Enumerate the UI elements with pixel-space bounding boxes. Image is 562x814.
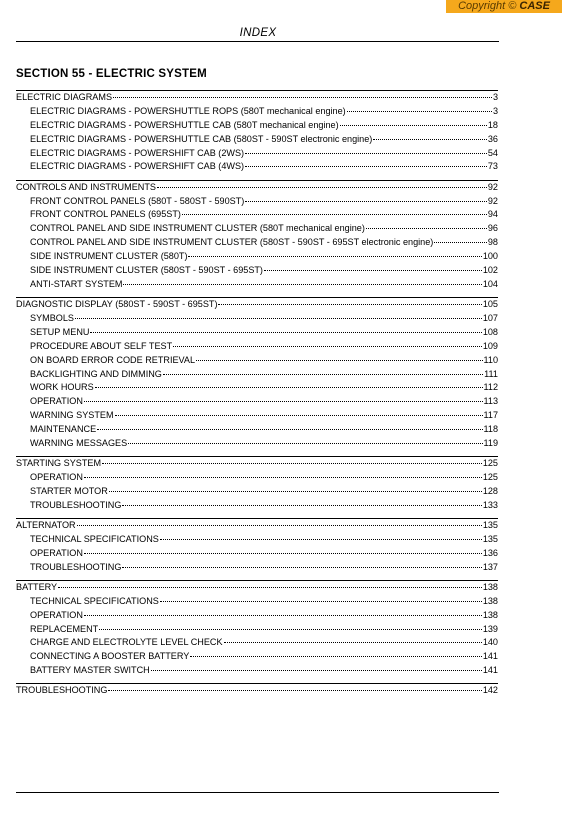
toc-page-number: 108 xyxy=(482,326,498,337)
toc-entry-title: ELECTRIC DIAGRAMS - POWERSHUTTLE CAB (580ST - 590ST electronic engine) xyxy=(30,133,373,144)
toc-subentry[interactable] xyxy=(16,147,498,161)
toc-entry[interactable] xyxy=(16,519,498,533)
toc-page-number: 105 xyxy=(482,299,498,310)
toc-subentry[interactable] xyxy=(16,485,498,499)
dot-leader xyxy=(115,415,483,416)
toc-page-number: 111 xyxy=(484,368,498,379)
toc-entry-title: OPERATION xyxy=(30,472,83,483)
toc-entry-title: BATTERY MASTER SWITCH xyxy=(30,665,150,676)
toc-subentry[interactable] xyxy=(16,381,498,395)
toc-entry-title: OPERATION xyxy=(30,609,83,620)
toc-entry-title: TROUBLESHOOTING xyxy=(30,561,122,572)
toc-entry-title: ELECTRIC DIAGRAMS - POWERSHIFT CAB (2WS) xyxy=(30,147,245,158)
toc-page-number: 128 xyxy=(482,485,498,496)
toc-subentry[interactable] xyxy=(16,623,498,637)
toc-entry-title: MAINTENANCE xyxy=(30,424,97,435)
dot-leader xyxy=(373,139,487,140)
toc-page-number: 54 xyxy=(487,147,498,158)
toc-subentry[interactable] xyxy=(16,160,498,174)
toc-entry[interactable] xyxy=(16,457,498,471)
toc-subentry[interactable] xyxy=(16,278,498,292)
dot-leader xyxy=(163,374,483,375)
toc-page-number: 138 xyxy=(482,609,498,620)
toc-subentry[interactable] xyxy=(16,312,498,326)
toc-group xyxy=(16,683,498,698)
toc-page-number: 138 xyxy=(482,595,498,606)
toc-entry-title: WORK HOURS xyxy=(30,382,94,393)
dot-leader xyxy=(122,567,481,568)
toc-group xyxy=(16,180,498,292)
toc-subentry[interactable] xyxy=(16,595,498,609)
toc-subentry[interactable] xyxy=(16,547,498,561)
toc-entry-title: TECHNICAL SPECIFICATIONS xyxy=(30,595,159,606)
dot-leader xyxy=(90,332,481,333)
dot-leader xyxy=(182,214,487,215)
toc-subentry[interactable] xyxy=(16,409,498,423)
toc-entry-title: BACKLIGHTING AND DIMMING xyxy=(30,368,162,379)
toc-page-number: 36 xyxy=(487,133,498,144)
dot-leader xyxy=(366,228,487,229)
toc-page-number: 125 xyxy=(482,458,498,469)
toc-page-number: 125 xyxy=(482,472,498,483)
toc-subentry[interactable] xyxy=(16,437,498,451)
toc-page-number: 135 xyxy=(482,520,498,531)
toc-group xyxy=(16,580,498,678)
dot-leader xyxy=(84,615,482,616)
toc-page-number: 107 xyxy=(482,312,498,323)
dot-leader xyxy=(188,256,481,257)
copyright-text: Copyright © xyxy=(458,0,517,12)
toc-entry-title: ELECTRIC DIAGRAMS - POWERSHUTTLE ROPS (580T mechanical engine) xyxy=(30,105,346,116)
toc-group xyxy=(16,456,498,513)
toc-entry-title: CONTROL PANEL AND SIDE INSTRUMENT CLUSTER (580ST - 590ST - 695ST electronic engine) xyxy=(30,237,434,248)
dot-leader xyxy=(84,477,482,478)
dot-leader xyxy=(99,629,482,630)
toc-entry-title: BATTERY xyxy=(16,581,58,592)
toc-page-number: 141 xyxy=(482,651,498,662)
toc-entry-title: STARTER MOTOR xyxy=(30,485,108,496)
toc-page-number: 137 xyxy=(482,561,498,572)
toc-subentry[interactable] xyxy=(16,340,498,354)
toc-page-number: 18 xyxy=(487,119,498,130)
toc-subentry[interactable] xyxy=(16,650,498,664)
toc-page-number: 136 xyxy=(482,547,498,558)
toc-entry-title: TROUBLESHOOTING xyxy=(30,499,122,510)
toc-entry-title: ELECTRIC DIAGRAMS - POWERSHUTTLE CAB (580T mechanical engine) xyxy=(30,119,339,130)
toc-subentry[interactable] xyxy=(16,133,498,147)
toc-page-number: 94 xyxy=(487,209,498,220)
toc-page-number: 133 xyxy=(482,499,498,510)
toc-page-number: 118 xyxy=(483,424,498,435)
toc-entry-title: WARNING MESSAGES xyxy=(30,437,128,448)
table-of-contents xyxy=(16,90,498,704)
toc-subentry[interactable] xyxy=(16,354,498,368)
toc-entry[interactable] xyxy=(16,181,498,195)
toc-entry-title: CONTROLS AND INSTRUMENTS xyxy=(16,181,156,192)
toc-subentry[interactable] xyxy=(16,119,498,133)
footer-rule xyxy=(16,792,499,793)
toc-subentry[interactable] xyxy=(16,222,498,236)
dot-leader xyxy=(84,401,483,402)
toc-page-number: 138 xyxy=(482,581,498,592)
toc-page-number: 140 xyxy=(482,637,498,648)
dot-leader xyxy=(75,318,482,319)
dot-leader xyxy=(245,201,487,202)
toc-subentry[interactable] xyxy=(16,533,498,547)
dot-leader xyxy=(157,187,487,188)
toc-page-number: 102 xyxy=(482,264,498,275)
toc-subentry[interactable] xyxy=(16,664,498,678)
dot-leader xyxy=(102,463,482,464)
toc-subentry[interactable] xyxy=(16,368,498,382)
dot-leader xyxy=(128,443,482,444)
dot-leader xyxy=(347,111,492,112)
dot-leader xyxy=(58,587,482,588)
dot-leader xyxy=(123,284,481,285)
section-title: SECTION 55 - ELECTRIC SYSTEM xyxy=(16,68,207,80)
toc-subentry[interactable] xyxy=(16,609,498,623)
toc-entry-title: CONNECTING A BOOSTER BATTERY xyxy=(30,651,190,662)
toc-subentry[interactable] xyxy=(16,423,498,437)
toc-entry-title: SIDE INSTRUMENT CLUSTER (580T) xyxy=(30,251,188,262)
dot-leader xyxy=(340,125,487,126)
dot-leader xyxy=(77,525,482,526)
dot-leader xyxy=(84,553,482,554)
toc-subentry[interactable] xyxy=(16,250,498,264)
page-header-title: INDEX xyxy=(239,27,277,39)
dot-leader xyxy=(245,166,487,167)
toc-page-number: 113 xyxy=(483,396,498,407)
dot-leader xyxy=(108,690,481,691)
toc-page-number: 3 xyxy=(492,105,498,116)
toc-entry-title: SETUP MENU xyxy=(30,326,90,337)
toc-subentry[interactable] xyxy=(16,395,498,409)
copyright-banner xyxy=(446,0,562,13)
toc-subentry[interactable] xyxy=(16,264,498,278)
toc-entry-title: OPERATION xyxy=(30,396,83,407)
toc-entry-title: FRONT CONTROL PANELS (580T - 580ST - 590ST) xyxy=(30,195,245,206)
toc-page-number: 104 xyxy=(482,278,498,289)
dot-leader xyxy=(224,642,482,643)
toc-page-number: 135 xyxy=(482,533,498,544)
toc-entry-title: STARTING SYSTEM xyxy=(16,458,102,469)
toc-entry-title: TECHNICAL SPECIFICATIONS xyxy=(30,533,159,544)
toc-page-number: 3 xyxy=(492,92,498,102)
toc-page-number: 96 xyxy=(487,223,498,234)
toc-entry[interactable] xyxy=(16,91,498,105)
toc-entry-title: ELECTRIC DIAGRAMS - POWERSHIFT CAB (4WS) xyxy=(30,161,245,172)
toc-subentry[interactable] xyxy=(16,105,498,119)
toc-entry-title: ELECTRIC DIAGRAMS xyxy=(16,92,113,102)
toc-entry[interactable] xyxy=(16,298,498,312)
toc-page-number: 92 xyxy=(487,195,498,206)
dot-leader xyxy=(196,360,482,361)
toc-subentry[interactable] xyxy=(16,195,498,209)
toc-subentry[interactable] xyxy=(16,236,498,250)
toc-entry-title: DIAGNOSTIC DISPLAY (580ST - 590ST - 695ST) xyxy=(16,299,218,310)
toc-page-number: 112 xyxy=(483,382,498,393)
toc-page-number: 117 xyxy=(483,410,498,421)
toc-entry-title: ALTERNATOR xyxy=(16,520,76,531)
toc-page-number: 119 xyxy=(483,437,498,448)
toc-entry-title: REPLACEMENT xyxy=(30,623,99,634)
toc-subentry[interactable] xyxy=(16,208,498,222)
toc-entry-title: CHARGE AND ELECTROLYTE LEVEL CHECK xyxy=(30,637,223,648)
toc-subentry[interactable] xyxy=(16,636,498,650)
dot-leader xyxy=(173,346,482,347)
toc-entry-title: ANTI-START SYSTEM xyxy=(30,278,123,289)
dot-leader xyxy=(190,656,481,657)
toc-page-number: 92 xyxy=(487,181,498,192)
toc-page-number: 100 xyxy=(482,251,498,262)
toc-entry-title: TROUBLESHOOTING xyxy=(16,685,108,696)
toc-entry-title: ON BOARD ERROR CODE RETRIEVAL xyxy=(30,354,196,365)
toc-page-number: 142 xyxy=(482,685,498,696)
toc-group xyxy=(16,297,498,451)
case-logo: CASE xyxy=(519,0,550,12)
dot-leader xyxy=(160,539,482,540)
dot-leader xyxy=(245,153,487,154)
dot-leader xyxy=(113,97,492,98)
toc-entry[interactable] xyxy=(16,581,498,595)
dot-leader xyxy=(264,270,482,271)
dot-leader xyxy=(434,242,487,243)
toc-group xyxy=(16,90,498,174)
toc-entry-title: FRONT CONTROL PANELS (695ST) xyxy=(30,209,181,220)
dot-leader xyxy=(95,387,483,388)
toc-page-number: 73 xyxy=(487,161,498,172)
toc-page-number: 110 xyxy=(483,354,498,365)
toc-entry-title: OPERATION xyxy=(30,547,83,558)
toc-page-number: 139 xyxy=(482,623,498,634)
toc-page-number: 109 xyxy=(482,340,498,351)
dot-leader xyxy=(160,601,482,602)
toc-group xyxy=(16,518,498,575)
dot-leader xyxy=(151,670,482,671)
toc-subentry[interactable] xyxy=(16,499,498,513)
toc-subentry[interactable] xyxy=(16,561,498,575)
toc-subentry[interactable] xyxy=(16,326,498,340)
toc-page-number: 141 xyxy=(482,665,498,676)
toc-entry[interactable] xyxy=(16,684,498,698)
dot-leader xyxy=(97,429,482,430)
toc-entry-title: CONTROL PANEL AND SIDE INSTRUMENT CLUSTER (580T mechanical engine) xyxy=(30,223,365,234)
header-rule xyxy=(16,41,499,42)
dot-leader xyxy=(109,491,482,492)
toc-entry-title: SIDE INSTRUMENT CLUSTER (580ST - 590ST - 695ST) xyxy=(30,264,263,275)
toc-entry-title: PROCEDURE ABOUT SELF TEST xyxy=(30,340,173,351)
toc-entry-title: WARNING SYSTEM xyxy=(30,410,114,421)
dot-leader xyxy=(122,505,481,506)
toc-subentry[interactable] xyxy=(16,471,498,485)
dot-leader xyxy=(218,304,481,305)
toc-entry-title: SYMBOLS xyxy=(30,312,74,323)
toc-page-number: 98 xyxy=(487,237,498,248)
